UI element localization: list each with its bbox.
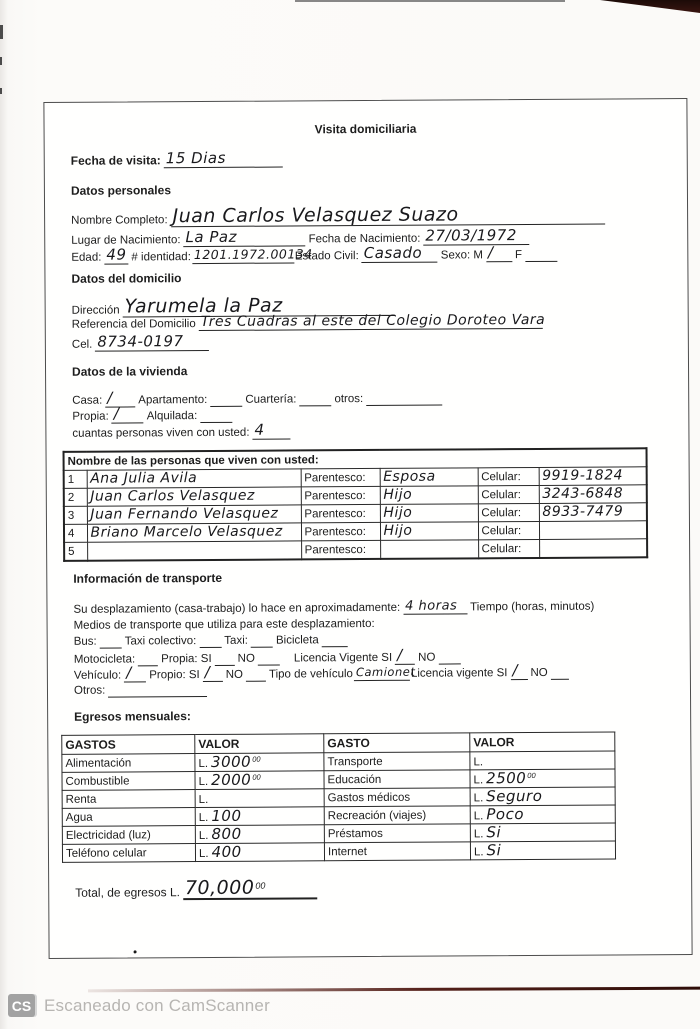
apartamento-field (210, 395, 242, 407)
lugar-nacimiento-field (183, 227, 305, 247)
total-cents: 00 (255, 880, 266, 891)
lempira-prefix: L. (473, 791, 484, 804)
persona-nombre: Juan Fernando Velasquez (90, 505, 279, 523)
form-title-text: Visita domiciliaria (314, 121, 417, 137)
egresos-header-gasto: GASTO (324, 733, 470, 753)
fecha-nacimiento-field (423, 226, 529, 246)
vehiculo-label: Vehículo: (73, 669, 122, 682)
gasto-valor: 100 (211, 806, 242, 825)
transporte-heading-text: Información de transporte (73, 570, 223, 586)
licencia-vigente2-no-field (551, 668, 569, 680)
celular-col-label: Celular: (478, 485, 539, 503)
medios-label: Medios de transporte que utiliza para este desplazamiento: (73, 617, 375, 632)
valor-cents: 00 (252, 772, 261, 782)
scan-top-edge-line (295, 0, 565, 2)
vehiculo-row (73, 661, 572, 683)
apartamento-label: Apartamento: (138, 393, 208, 407)
propia-label: Propia: (72, 410, 109, 423)
valor-cents: 00 (252, 754, 261, 764)
scan-edge-mark (0, 57, 2, 65)
bus-label: Bus: (73, 635, 97, 648)
lempira-prefix: L. (198, 757, 209, 770)
casa-label: Casa: (72, 394, 103, 407)
parentesco-value: Hijo (383, 504, 413, 521)
gasto-valor: 3000 (210, 752, 252, 771)
celular-row (71, 332, 213, 352)
taxi-label: Taxi: (224, 634, 248, 647)
referencia-value: Tres Cuadras al este del Colegio Doroteo Vara (200, 311, 546, 331)
datos-vivienda-heading-text: Datos de la vivienda (71, 364, 188, 379)
bus-taxi-row (74, 634, 351, 649)
scan-corner-shadow (600, 0, 700, 13)
egresos-heading-text: Egresos mensuales: (74, 709, 191, 724)
row-number: 4 (64, 524, 87, 542)
motocicleta-field (138, 655, 158, 667)
cuarteria-label: Cuartería: (245, 393, 297, 406)
vehiculo-checkmark: / (126, 663, 132, 682)
persona-nombre: Ana Julia Avila (90, 469, 198, 487)
propia-checkmark: / (113, 404, 119, 423)
gasto-label: Teléfono celular (62, 844, 195, 863)
gasto-label: Renta (62, 790, 195, 809)
parentesco-label: Parentesco: (301, 504, 380, 522)
otros-transporte-row (74, 684, 210, 698)
edad-identidad-row (71, 243, 560, 265)
camscanner-footer (8, 994, 270, 1017)
gasto-valor: 2500 (486, 768, 527, 787)
lempira-prefix: L. (198, 775, 209, 788)
parentesco-value: Hijo (383, 486, 413, 503)
medios-row (74, 618, 375, 633)
total-egresos-value: 70,000 (184, 876, 255, 900)
sexo-m-checkmark: / (487, 243, 494, 262)
gasto-valor: Si (486, 840, 502, 859)
licencia-vigente2-no-label: NO (530, 666, 548, 680)
lempira-prefix: L. (473, 809, 484, 822)
taxi-colectivo-field (199, 636, 221, 648)
parentesco-label: Parentesco: (301, 522, 380, 540)
vehiculo-field (124, 663, 146, 682)
identidad-label: # identidad: (131, 251, 191, 264)
lempira-prefix: L. (473, 773, 484, 786)
persona-celular: 9919-1824 (542, 466, 624, 484)
fecha-nacimiento-value: 27/03/1972 (425, 226, 517, 245)
egresos-header-valor2: VALOR (470, 732, 615, 752)
celular-col-label: Celular: (478, 467, 539, 485)
fecha-visita-field (164, 148, 283, 169)
cuantas-personas-value: 4 (254, 420, 265, 439)
total-egresos-field (183, 876, 317, 900)
gasto-label: Internet (324, 842, 470, 861)
personas-table-header: Nombre de las personas que viven con usted: (64, 448, 647, 470)
lugar-nacimiento-label: Lugar de Nacimiento: (71, 234, 181, 247)
personas-table (63, 447, 649, 562)
otros-vivienda-label: otros: (334, 393, 364, 406)
nombre-completo-label: Nombre Completo: (71, 214, 168, 227)
bicicleta-field (322, 635, 348, 647)
table-row (64, 539, 647, 561)
licencia-vigente-si-field (395, 645, 415, 665)
cuantas-personas-field (252, 420, 290, 439)
identidad-value: 1201.1972.00134 (193, 246, 313, 263)
licencia-vigente-no-label: NO (418, 651, 436, 664)
tipo-vivienda-row (72, 388, 445, 408)
egresos-heading (74, 710, 191, 725)
scan-edge-mark (0, 25, 3, 39)
sexo-label: Sexo: M (440, 249, 484, 262)
moto-propia-no-label: NO (237, 652, 255, 665)
fecha-visita-label: Fecha de visita: (70, 153, 161, 169)
sexo-m-field (486, 243, 512, 262)
form-title (45, 121, 687, 139)
desplazamiento-row (73, 600, 594, 617)
licencia-vigente2-checkmark: / (512, 661, 518, 680)
table-row (62, 841, 615, 862)
gasto-label: Gastos médicos (324, 788, 470, 807)
vehiculo-propio-no-label: NO (225, 668, 244, 681)
gasto-label: Educación (324, 770, 470, 789)
scan-edge-mark (0, 88, 2, 94)
lempira-prefix: L. (473, 755, 484, 768)
lempira-prefix: L. (198, 829, 209, 842)
licencia-vigente2-si-field (510, 661, 527, 680)
tipo-vehiculo-field (354, 664, 416, 682)
edad-field (104, 245, 128, 264)
moto-propia-si-label: Propia: SI (161, 652, 212, 666)
gasto-label: Transporte (324, 752, 470, 771)
sexo-f-label: F (514, 249, 523, 262)
moto-propia-no-field (258, 654, 280, 666)
vehiculo-propio-si-label: Propio: SI (149, 669, 200, 682)
celular-field (95, 332, 209, 352)
total-egresos-row (75, 876, 320, 900)
celular-col-label: Celular: (478, 503, 539, 521)
camscanner-logo-icon: CS (8, 994, 35, 1017)
gasto-label: Combustible (62, 772, 195, 791)
casa-checkmark: / (107, 388, 113, 407)
total-egresos-label: Total, de egresos L. (75, 885, 180, 900)
egresos-table (61, 731, 616, 862)
cuantas-personas-row (72, 420, 293, 441)
fecha-visita-row (70, 148, 286, 169)
transporte-heading (73, 572, 222, 587)
edad-label: Edad: (71, 251, 102, 264)
gasto-label: Préstamos (324, 824, 470, 843)
lempira-prefix: L. (198, 847, 209, 860)
parentesco-label: Parentesco: (301, 540, 380, 559)
direccion-value: Yarumela la Paz (124, 294, 283, 318)
datos-personales-heading-text: Datos personales (70, 183, 172, 198)
celular-value: 8734-0197 (97, 332, 184, 351)
desplazamiento-field (403, 600, 467, 615)
gasto-valor: Si (486, 822, 502, 841)
celular-col-label: Celular: (478, 539, 539, 558)
licencia-vigente-no-field (438, 653, 460, 665)
bicicleta-label: Bicicleta (275, 634, 319, 647)
lempira-prefix: L. (198, 811, 209, 824)
nacimiento-row (71, 226, 532, 248)
row-number: 1 (64, 470, 87, 488)
referencia-row (71, 311, 546, 332)
otros-vivienda-field (366, 394, 442, 406)
persona-celular: 3243-6848 (542, 484, 624, 502)
row-number: 5 (64, 542, 87, 561)
casa-field (105, 388, 135, 407)
camscanner-footer-text: Escaneado con CamScanner (44, 995, 270, 1015)
gasto-valor: Seguro (486, 786, 543, 805)
moto-propia-si-field (215, 654, 235, 666)
vehiculo-propio-no-field (246, 670, 266, 682)
gasto-label: Agua (62, 808, 195, 827)
gasto-valor: Poco (486, 804, 525, 823)
celular-col-label: Celular: (478, 521, 539, 539)
celular-label: Cel. (71, 338, 93, 351)
cuantas-personas-label: cuantas personas viven con usted: (72, 426, 250, 440)
tipo-vehiculo-label: Tipo de vehículo (268, 668, 353, 681)
licencia-vigente-checkmark: / (397, 645, 403, 664)
referencia-label: Referencia del Domicilio (71, 318, 196, 331)
tenencia-row (72, 404, 235, 424)
gasto-valor: 2000 (211, 770, 252, 789)
lugar-nacimiento-value: La Paz (185, 227, 238, 247)
valor-cents: 00 (527, 770, 536, 780)
taxi-colectivo-label: Taxi colectivo: (124, 635, 197, 648)
estado-civil-value: Casado (363, 243, 423, 263)
identidad-field (192, 246, 313, 264)
motocicleta-label: Motocicleta: (73, 653, 136, 666)
gasto-valor: 800 (211, 824, 242, 843)
row-number: 2 (64, 488, 87, 506)
egresos-header-valor1: VALOR (195, 734, 324, 754)
parentesco-value: Esposa (383, 468, 436, 485)
tipo-vehiculo-value: Camionet (355, 664, 416, 680)
estado-civil-field (362, 243, 438, 264)
gasto-valor: 400 (211, 842, 242, 861)
datos-domicilio-heading-text: Datos del domicilio (71, 271, 182, 286)
lempira-prefix: L. (473, 827, 484, 840)
parentesco-label: Parentesco: (301, 468, 380, 486)
taxi-field (251, 636, 273, 648)
desplazamiento-suffix: Tiempo (horas, minutos) (470, 600, 595, 614)
nombre-completo-field (171, 203, 605, 228)
persona-nombre: Juan Carlos Velasquez (90, 487, 255, 505)
fecha-visita-value: 15 Dias (165, 148, 226, 168)
parentesco-label: Parentesco: (301, 486, 380, 504)
direccion-label: Dirección (71, 304, 120, 317)
datos-personales-heading (71, 184, 171, 198)
desplazamiento-label: Su desplazamiento (casa-trabajo) lo hace en aproximadamente: (73, 601, 401, 616)
fecha-nacimiento-label: Fecha de Nacimiento: (308, 232, 421, 246)
gasto-label: Alimentación (62, 754, 195, 773)
vehiculo-propio-checkmark: / (204, 662, 210, 682)
lempira-prefix: L. (198, 793, 209, 806)
persona-celular: 8933-7479 (542, 502, 624, 520)
gasto-label: Electricidad (luz) (62, 826, 195, 845)
row-number: 3 (64, 506, 87, 524)
sexo-f-field (525, 250, 557, 262)
datos-vivienda-heading (72, 365, 187, 380)
edad-value: 49 (106, 245, 127, 264)
persona-nombre: Briano Marcelo Velasquez (90, 523, 283, 541)
nombre-completo-row (71, 203, 608, 228)
parentesco-value: Hijo (383, 522, 413, 539)
otros-transporte-field (108, 685, 207, 698)
gasto-label: Recreación (viajes) (324, 806, 470, 825)
ink-dot-artifact (134, 950, 137, 953)
lempira-prefix: L. (473, 845, 484, 858)
egresos-header-gastos: GASTOS (62, 735, 195, 755)
vehiculo-propio-si-field (203, 662, 223, 682)
propia-field (112, 404, 144, 423)
otros-transporte-label: Otros: (73, 684, 106, 697)
licencia-vigente2-label: Licencia vigente SI (410, 667, 508, 680)
nombre-completo-value: Juan Carlos Velasquez Suazo (172, 203, 459, 228)
estado-civil-label: Estado Civil: (294, 250, 359, 263)
licencia-vigente-label: Licencia Vigente SI (293, 651, 393, 665)
visita-domiciliaria-form (43, 98, 692, 959)
alquilada-label: Alquilada: (146, 410, 198, 423)
bus-field (100, 637, 122, 649)
scan-page-bottom-edge (88, 987, 700, 993)
datos-domicilio-heading (71, 272, 181, 286)
alquilada-field (200, 411, 232, 423)
cuarteria-field (299, 394, 331, 406)
desplazamiento-value: 4 horas (405, 598, 458, 614)
referencia-field (199, 311, 546, 331)
